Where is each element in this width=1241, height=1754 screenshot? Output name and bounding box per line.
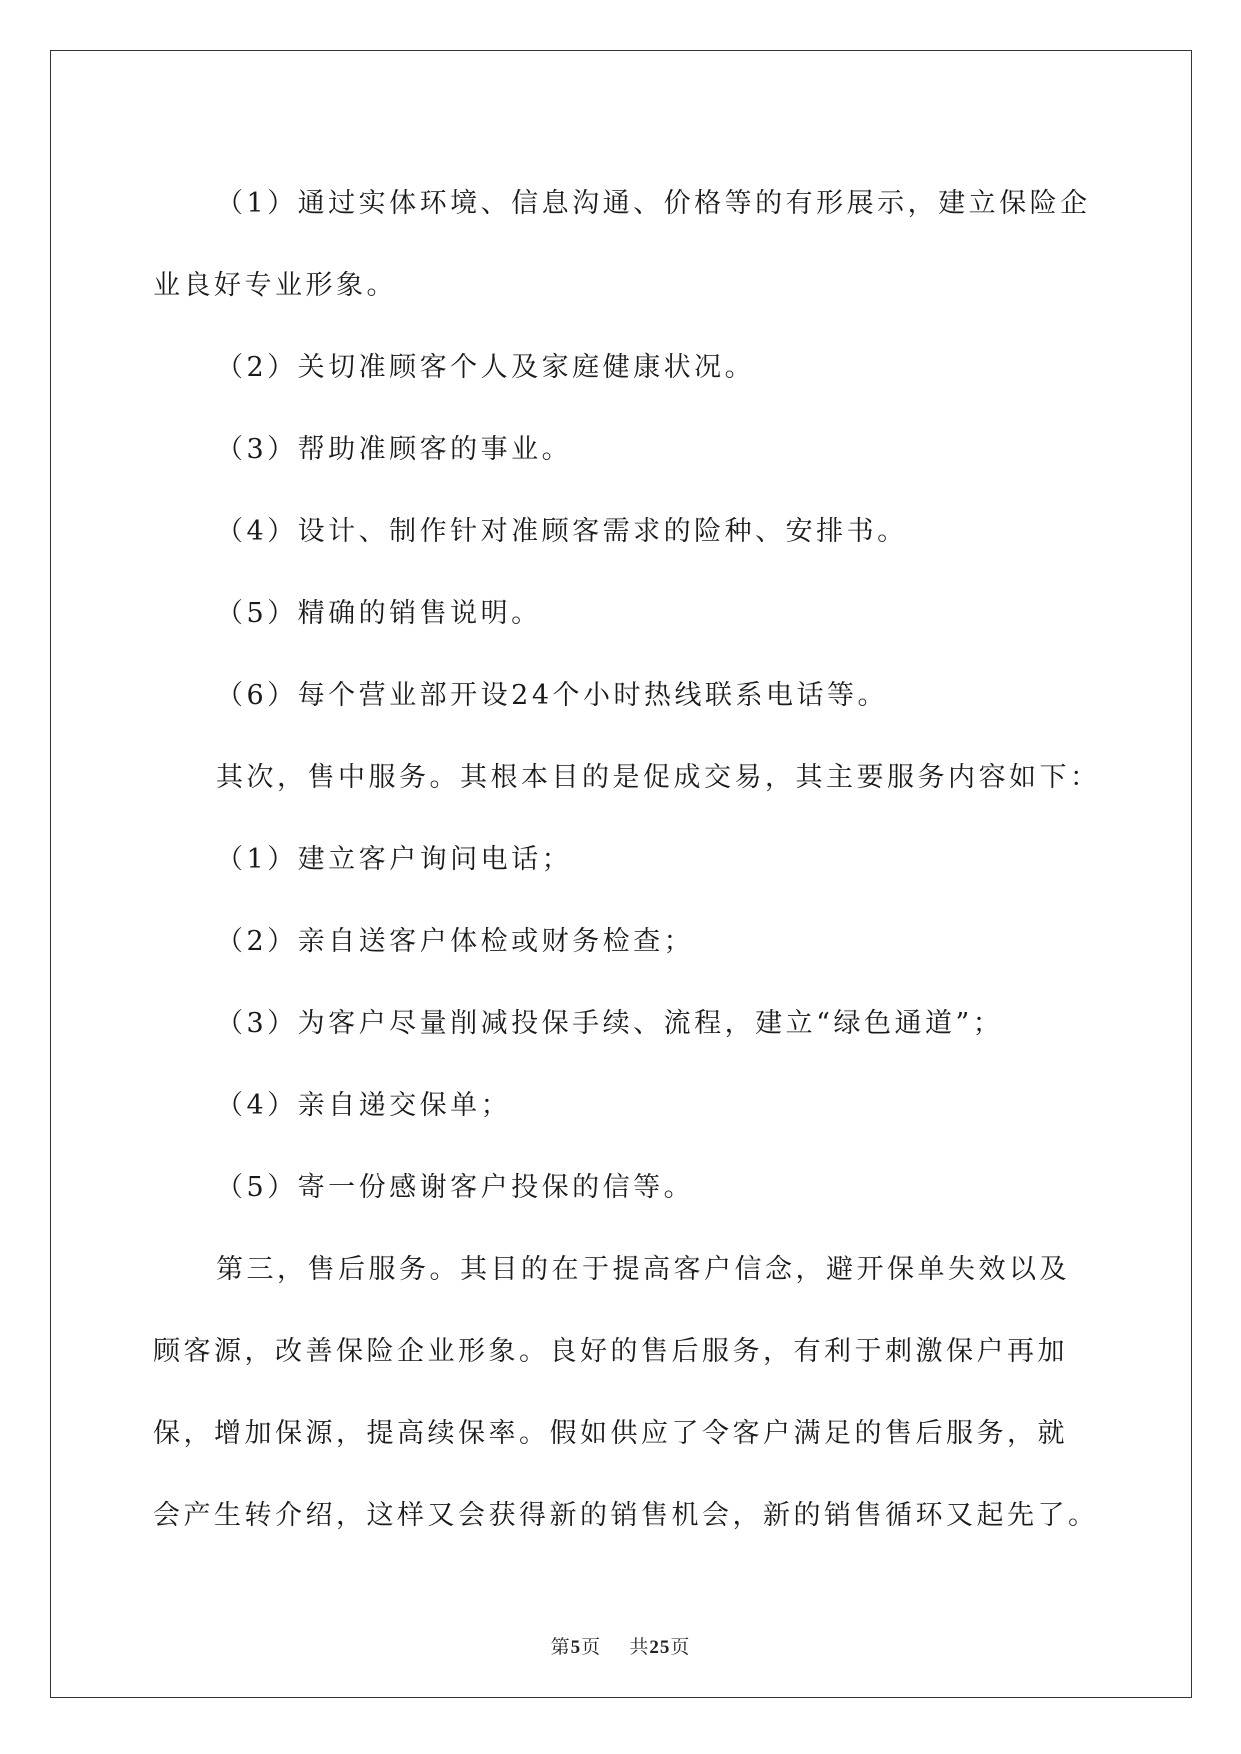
page-number: 5	[570, 1637, 582, 1658]
page-footer	[0, 1632, 1241, 1659]
paragraph-line: （4）亲自递交保单；	[216, 1090, 512, 1121]
page-prefix: 第	[550, 1636, 571, 1658]
paragraph-line: （2）关切准顾客个人及家庭健康状况。	[216, 352, 756, 383]
paragraph-line: 其次，售中服务。其根本目的是促成交易，其主要服务内容如下：	[216, 762, 1101, 793]
paragraph-line: （3）为客户尽量削减投保手续、流程，建立“绿色通道”；	[216, 1008, 1004, 1039]
paragraph-line: （1）建立客户询问电话；	[216, 844, 573, 875]
page-suffix: 页	[581, 1636, 602, 1658]
paragraph-line: 第三，售后服务。其目的在于提高客户信念，避开保单失效以及	[216, 1254, 1070, 1285]
total-prefix: 共	[629, 1636, 650, 1658]
document-body	[153, 163, 1101, 1557]
total-suffix: 页	[670, 1636, 691, 1658]
paragraph-line: 保，增加保源，提高续保率。假如供应了令客户满足的售后服务，就	[153, 1418, 1068, 1449]
paragraph-line: （1）通过实体环境、信息沟通、价格等的有形展示，建立保险企	[216, 188, 1091, 219]
paragraph-line: 会产生转介绍，这样又会获得新的销售机会，新的销售循环又起先了。	[153, 1500, 1099, 1531]
paragraph-line: （4）设计、制作针对准顾客需求的险种、安排书。	[216, 516, 908, 547]
paragraph-line: （3）帮助准顾客的事业。	[216, 434, 573, 465]
paragraph-line: 业良好专业形象。	[153, 270, 397, 301]
paragraph-line: （5）精确的销售说明。	[216, 598, 542, 629]
paragraph-line: （5）寄一份感谢客户投保的信等。	[216, 1172, 695, 1203]
paragraph-line: （2）亲自送客户体检或财务检查；	[216, 926, 695, 957]
paragraph-line: （6）每个营业部开设24个小时热线联系电话等。	[216, 680, 889, 711]
paragraph-line: 顾客源，改善保险企业形象。良好的售后服务，有利于刺激保户再加	[153, 1336, 1068, 1367]
total-pages: 25	[649, 1637, 671, 1658]
